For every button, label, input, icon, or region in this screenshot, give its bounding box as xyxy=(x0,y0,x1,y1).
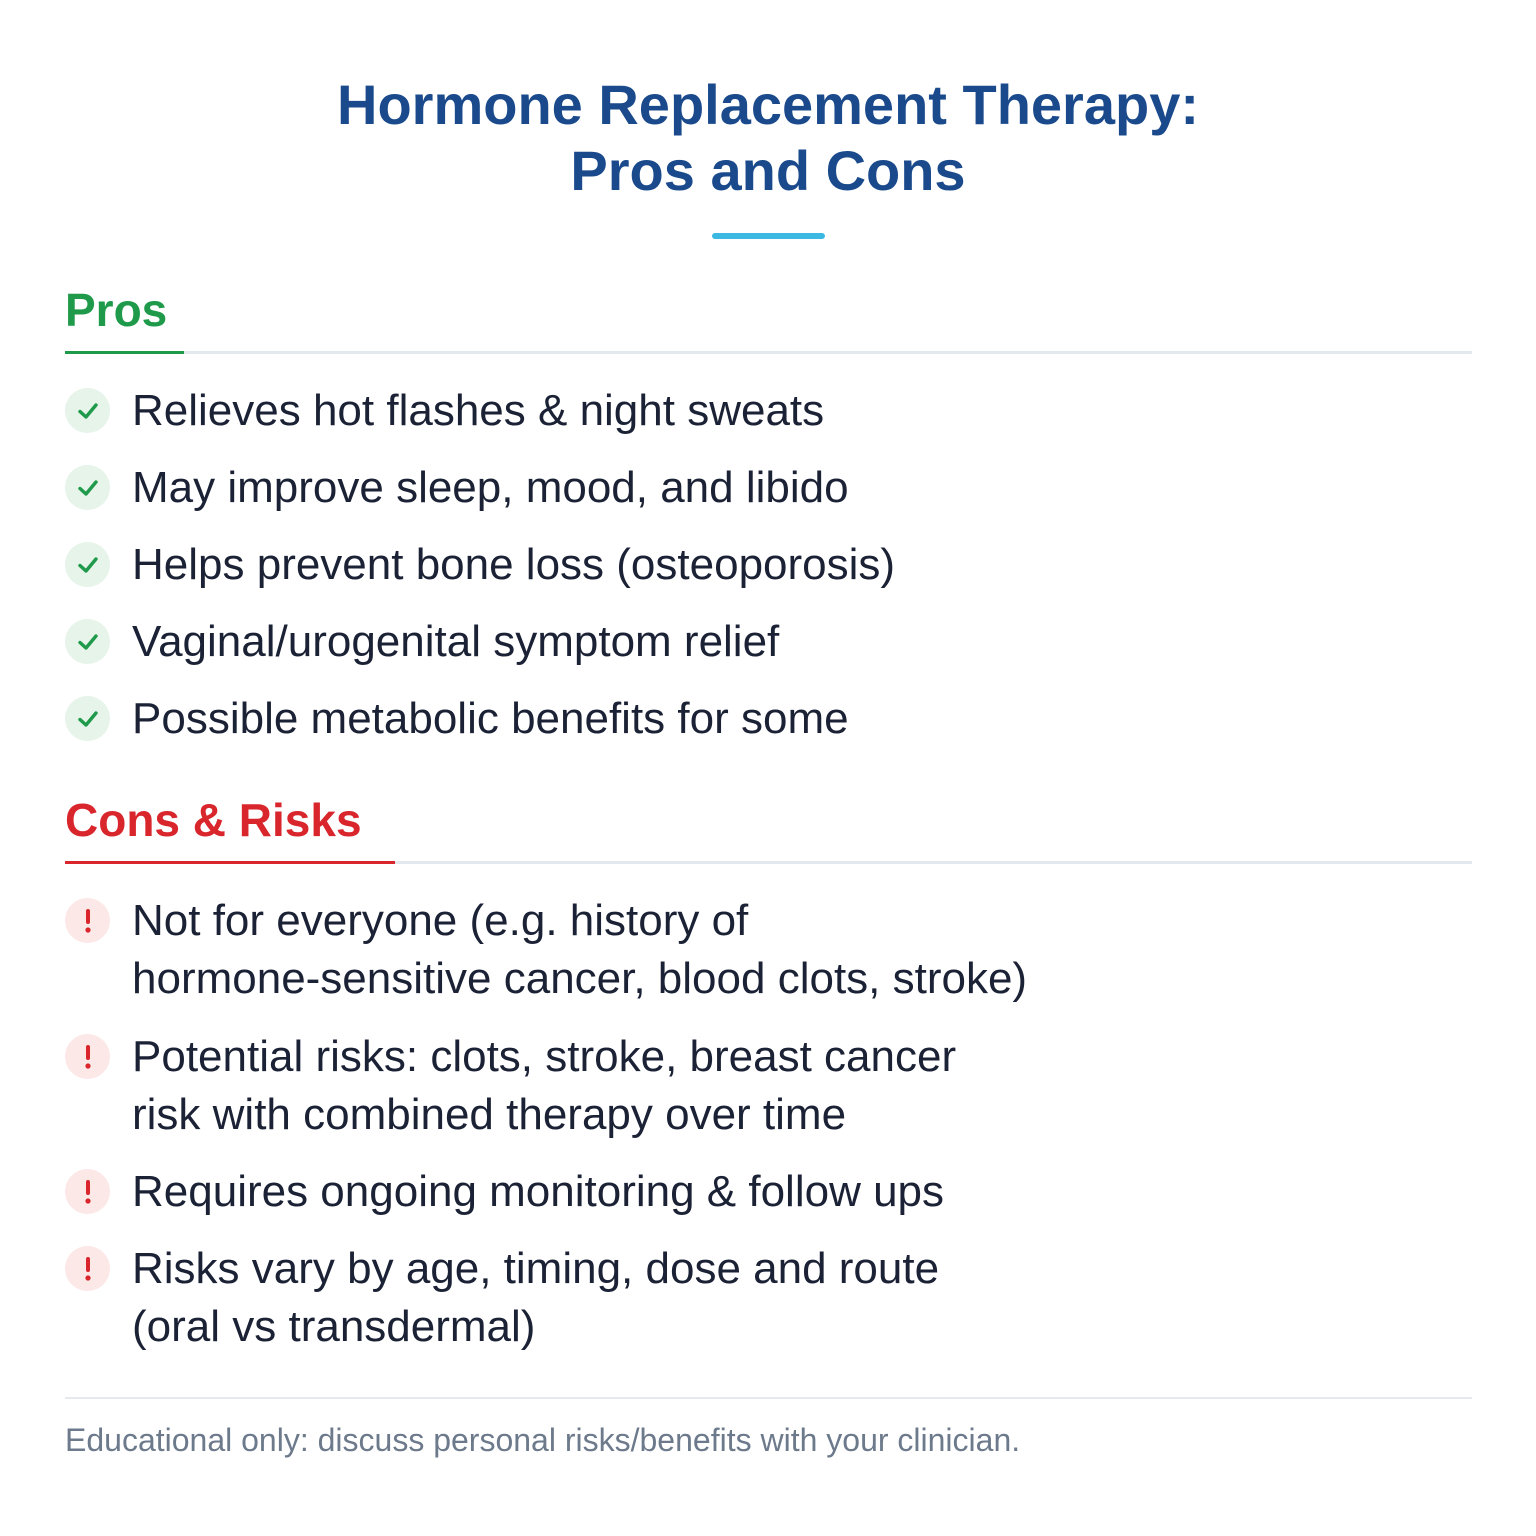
pros-item-text: May improve sleep, mood, and libido xyxy=(132,463,849,512)
check-icon xyxy=(65,619,110,664)
pros-heading-underline xyxy=(65,351,184,354)
check-icon xyxy=(65,542,110,587)
cons-heading: Cons & Risks xyxy=(65,794,362,846)
pros-item-text: Possible metabolic benefits for some xyxy=(132,694,849,743)
footer-disclaimer: Educational only: discuss personal risks/benefits with your clinician. xyxy=(65,1422,1021,1458)
pros-heading: Pros xyxy=(65,284,168,336)
cons-item-text: Risks vary by age, timing, dose and route (oral vs transdermal) xyxy=(132,1244,940,1351)
cons-item-text: Potential risks: clots, stroke, breast cancer risk with combined therapy over time xyxy=(132,1032,957,1139)
title-line-2: Pros and Cons xyxy=(570,139,966,202)
exclamation-icon xyxy=(65,898,110,943)
exclamation-icon xyxy=(65,1169,110,1214)
pros-item-text: Helps prevent bone loss (osteoporosis) xyxy=(132,540,896,589)
check-icon xyxy=(65,696,110,741)
check-icon xyxy=(65,388,110,433)
page-title xyxy=(0,72,1536,204)
check-icon xyxy=(65,465,110,510)
pros-item-text: Relieves hot flashes & night sweats xyxy=(132,386,825,435)
exclamation-icon xyxy=(65,1246,110,1291)
cons-item-text: Not for everyone (e.g. history of hormone-sensitive cancer, blood clots, stroke) xyxy=(132,896,1028,1003)
cons-heading-underline xyxy=(65,861,395,864)
exclamation-icon xyxy=(65,1034,110,1079)
footer-divider xyxy=(65,1397,1472,1399)
cons-item-text: Requires ongoing monitoring & follow ups xyxy=(132,1167,945,1216)
pros-item-text: Vaginal/urogenital symptom relief xyxy=(132,617,780,666)
title-underline xyxy=(712,233,825,239)
title-line-1: Hormone Replacement Therapy: xyxy=(337,73,1199,136)
pros-divider xyxy=(65,351,1472,354)
